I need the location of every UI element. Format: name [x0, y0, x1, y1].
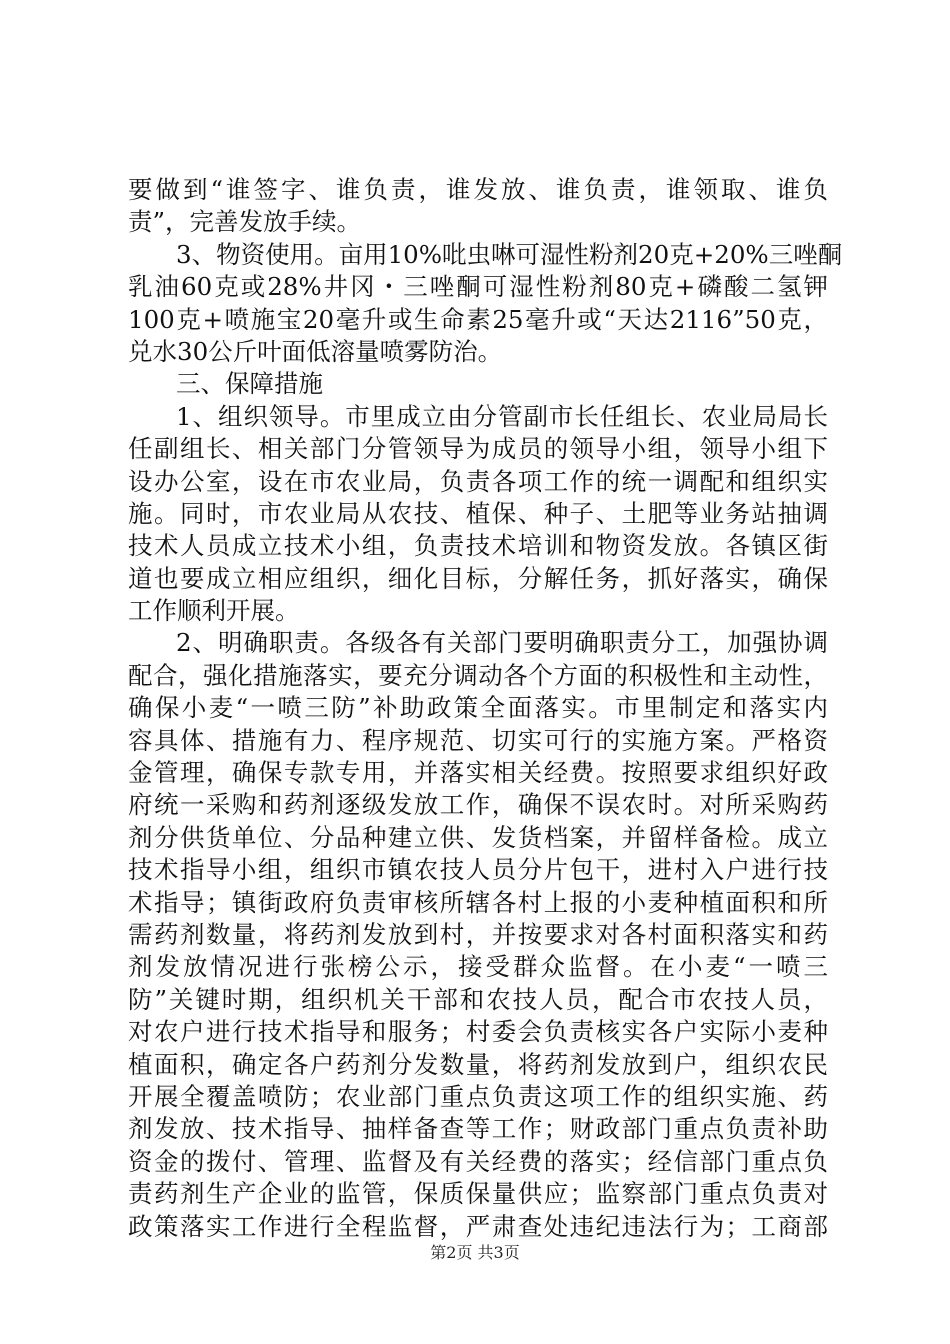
text-line: 3、物资使用。亩用10%吡虫啉可湿性粉剂20克+20%三唑酮: [176, 239, 843, 269]
text-line: 剂发放、技术指导、抽样备查等工作；财政部门重点负责补助: [128, 1114, 828, 1144]
text-line: 1、组织领导。市里成立由分管副市长任组长、农业局局长: [176, 401, 828, 431]
text-line: 技术指导小组，组织市镇农技人员分片包干，进村入户进行技: [128, 855, 828, 885]
text-line: 工作顺利开展。: [128, 596, 300, 626]
text-line: 2、明确职责。各级各有关部门要明确职责分工，加强协调: [176, 628, 828, 658]
text-line: 植面积，确定各户药剂分发数量，将药剂发放到户，组织农民: [128, 1049, 828, 1079]
text-line: 府统一采购和药剂逐级发放工作，确保不误农时。对所采购药: [128, 790, 828, 820]
text-line: 乳油60克或28%井冈・三唑酮可湿性粉剂80克+磷酸二氢钾: [128, 272, 828, 302]
text-line: 开展全覆盖喷防；农业部门重点负责这项工作的组织实施、药: [128, 1081, 828, 1111]
text-line: 技术人员成立技术小组，负责技术培训和物资发放。各镇区街: [128, 531, 828, 561]
text-line: 政策落实工作进行全程监督，严肃查处违纪违法行为；工商部: [128, 1211, 828, 1241]
text-line: 防”关键时期，组织机关干部和农技人员，配合市农技人员，: [128, 984, 828, 1014]
section-heading: 三、保障措施: [176, 369, 323, 399]
text-line: 责”，完善发放手续。: [128, 207, 362, 237]
text-line: 术指导；镇街政府负责审核所辖各村上报的小麦种植面积和所: [128, 887, 828, 917]
text-line: 资金的拨付、管理、监督及有关经费的落实；经信部门重点负: [128, 1146, 828, 1176]
text-line: 100克+喷施宝20毫升或生命素25毫升或“天达2116”50克，: [128, 304, 828, 334]
text-line: 任副组长、相关部门分管领导为成员的领导小组，领导小组下: [128, 434, 828, 464]
text-line: 责药剂生产企业的监管，保质保量供应；监察部门重点负责对: [128, 1179, 828, 1209]
text-line: 剂发放情况进行张榜公示，接受群众监督。在小麦“一喷三: [128, 952, 828, 982]
text-line: 确保小麦“一喷三防”补助政策全面落实。市里制定和落实内: [128, 693, 828, 723]
text-line: 配合，强化措施落实，要充分调动各个方面的积极性和主动性，: [128, 660, 828, 690]
text-line: 施。同时，市农业局从农技、植保、种子、土肥等业务站抽调: [128, 498, 828, 528]
text-line: 需药剂数量，将药剂发放到村，并按要求对各村面积落实和药: [128, 919, 828, 949]
text-line: 剂分供货单位、分品种建立供、发货档案，并留样备检。成立: [128, 822, 828, 852]
page-footer: 第2页 共3页: [430, 1243, 520, 1262]
text-line: 对农户进行技术指导和服务；村委会负责核实各户实际小麦种: [128, 1017, 828, 1047]
text-line: 要做到“谁签字、谁负责，谁发放、谁负责，谁领取、谁负: [128, 175, 828, 204]
text-line: 金管理，确保专款专用，并落实相关经费。按照要求组织好政: [128, 758, 828, 788]
text-line: 道也要成立相应组织，细化目标，分解任务，抓好落实，确保: [128, 563, 828, 593]
text-line: 兑水30公斤叶面低溶量喷雾防治。: [128, 336, 503, 366]
text-line: 容具体、措施有力、程序规范、切实可行的实施方案。严格资: [128, 725, 828, 755]
document-body: [128, 174, 843, 1243]
text-line: 设办公室，设在市农业局，负责各项工作的统一调配和组织实: [128, 466, 828, 496]
